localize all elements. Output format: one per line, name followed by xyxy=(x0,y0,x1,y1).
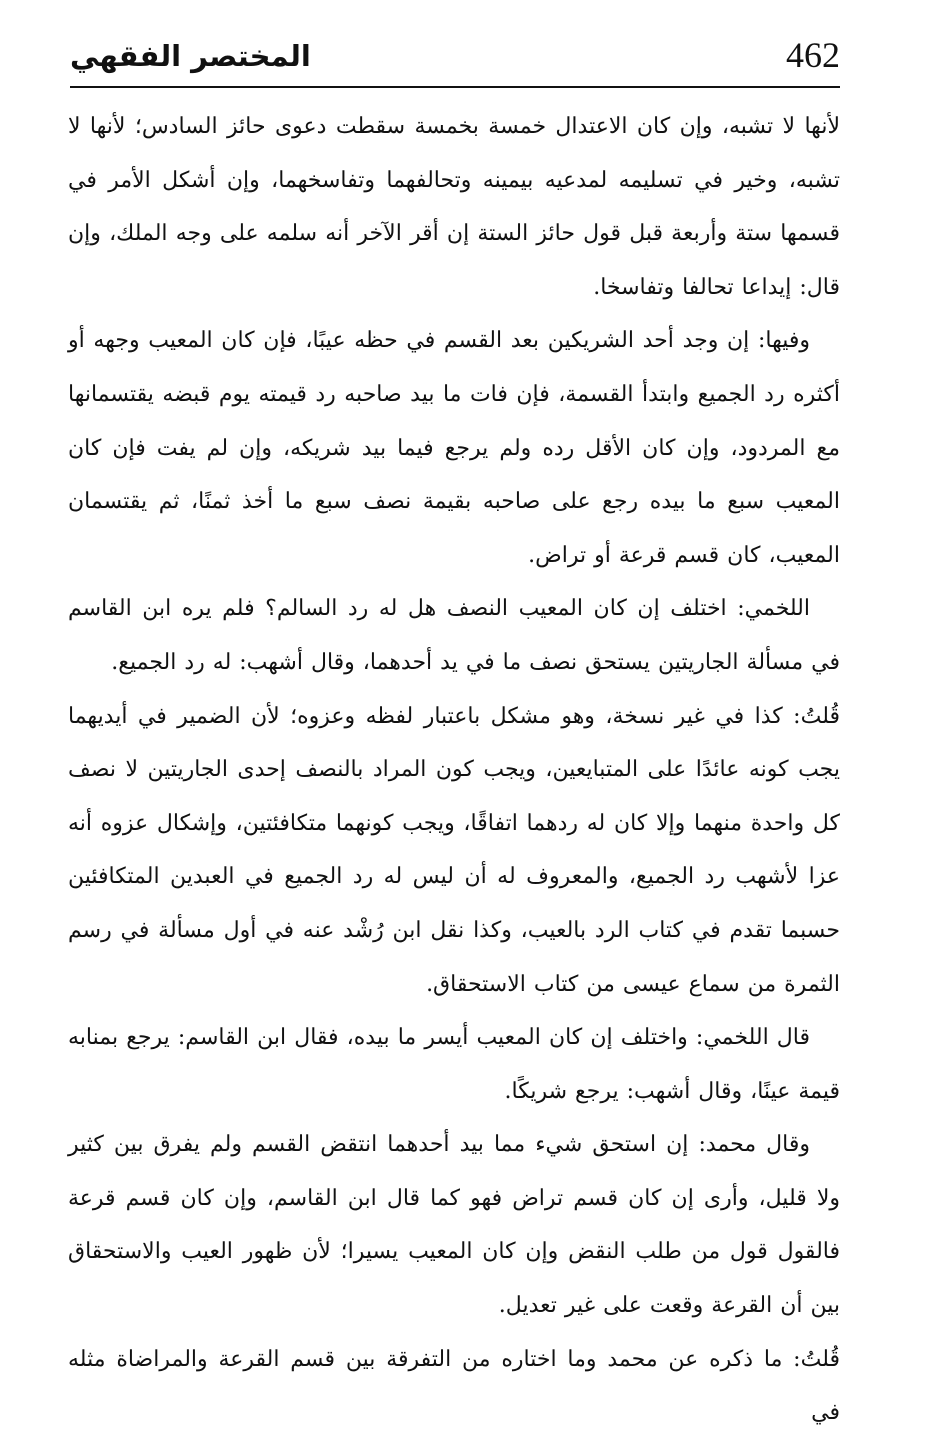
paragraph: وقال محمد: إن استحق شيء مما بيد أحدهما انتقض القسم ولم يفرق بين كثير ولا قليل، وأرى إن كان قسم تراض فهو كما قال ابن القاسم، وإن كان قسم قرعة فالقول قول من طلب النقض وإن كان المعيب يسيرا؛ لأن ظهور العيب والاستحقاق بين أن القرعة وقعت على غير تعديل. xyxy=(68,1132,840,1319)
body-text xyxy=(68,100,840,1440)
paragraph: قال اللخمي: واختلف إن كان المعيب أيسر ما بيده، فقال ابن القاسم: يرجع بمنابه قيمة عينًا، وقال أشهب: يرجع شريكًا. xyxy=(68,1025,840,1104)
paragraph: وفيها: إن وجد أحد الشريكين بعد القسم في حظه عيبًا، فإن كان المعيب وجهه أو أكثره رد الجميع وابتدأ القسمة، فإن فات ما بيد صاحبه رد قيمته يوم قبضه يقتسمانها مع المردود، وإن كان الأقل رده ولم يرجع فيما بيد شريكه، وإن لم يفت فإن كان المعيب سبع ما بيده رجع على صاحبه بقيمة نصف سبع ما أخذ ثمنًا، ثم يقتسمان المعيب، كان قسم قرعة أو تراض. xyxy=(68,328,840,568)
paragraph: لأنها لا تشبه، وإن كان الاعتدال خمسة بخمسة سقطت دعوى حائز السادس؛ لأنها لا تشبه، وخير في تسليمه لمدعيه بيمينه وتحالفهما وتفاسخهما، وإن أشكل الأمر في قسمها ستة وأربعة قبل قول حائز الستة إن أقر الآخر أنه سلمه على وجه الملك، وإن قال: إيداعا تحالفا وتفاسخا. xyxy=(68,114,841,300)
page-number: 462 xyxy=(786,35,840,75)
paragraph: اللخمي: اختلف إن كان المعيب النصف هل له رد السالم؟ فلم يره ابن القاسم في مسألة الجاريتين يستحق نصف ما في يد أحدهما، وقال أشهب: له رد الجميع. xyxy=(68,596,840,675)
paragraph: قُلتُ: ما ذكره عن محمد وما اختاره من التفرقة بين قسم القرعة والمراضاة مثله في xyxy=(68,1346,840,1426)
paragraph: قُلتُ: كذا في غير نسخة، وهو مشكل باعتبار لفظه وعزوه؛ لأن الضمير في أيديهما يجب كونه عائدًا على المتبايعين، ويجب كون المراد بالنصف إحدى الجاريتين لا نصف كل واحدة منهما وإلا كان له ردهما اتفاقًا، ويجب كونهما متكافئتين، وإشكال عزوه أنه عزا لأشهب رد الجميع، والمعروف له أن ليس له رد الجميع في العبدين المتكافئين حسبما تقدم في كتاب الرد بالعيب، وكذا نقل ابن رُشْد عنه في أول مسألة في رسم الثمرة من سماع عيسى من كتاب الاستحقاق. xyxy=(68,703,840,997)
page-header xyxy=(70,28,840,88)
running-title: المختصر الفقهي xyxy=(70,39,311,73)
